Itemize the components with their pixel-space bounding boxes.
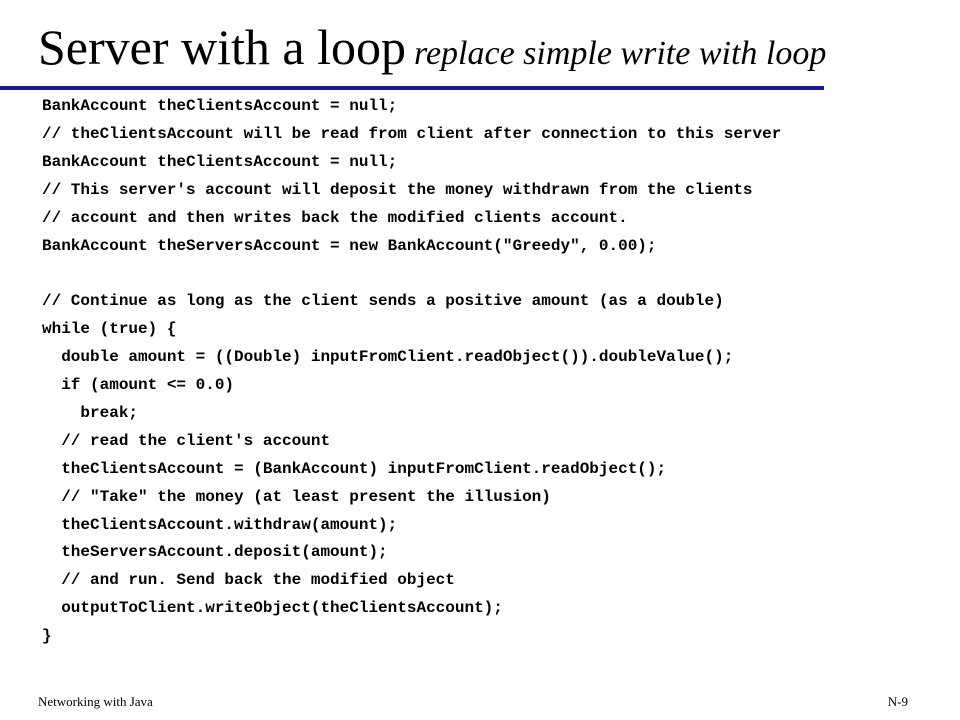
slide-title — [38, 19, 827, 75]
code-line: // read the client's account — [42, 431, 331, 450]
code-line: } — [42, 627, 52, 646]
title-underline-rule — [0, 86, 824, 90]
footer-slide-number: N-9 — [887, 694, 908, 709]
code-line: outputToClient.writeObject(theClientsAccount); — [42, 599, 503, 618]
slide-title-subtitle: replace simple write with loop — [413, 35, 827, 72]
code-line: break; — [42, 403, 139, 422]
code-line: // "Take" the money (at least present the illusion) — [42, 487, 551, 506]
code-line: BankAccount theClientsAccount = null; — [42, 97, 398, 115]
code-line: theClientsAccount.withdraw(amount); — [42, 515, 398, 534]
code-line: theServersAccount.deposit(amount); — [42, 543, 388, 562]
code-line: // account and then writes back the modified clients account. — [42, 208, 628, 227]
code-line: theClientsAccount = (BankAccount) inputFromClient.readObject(); — [42, 459, 667, 478]
code-line: BankAccount theServersAccount = new BankAccount("Greedy", 0.00); — [42, 236, 657, 255]
code-line: while (true) { — [42, 320, 177, 339]
code-line: // This server's account will deposit the money withdrawn from the clients — [42, 180, 753, 199]
code-line: // Continue as long as the client sends a positive amount (as a double) — [42, 292, 724, 311]
code-line: // theClientsAccount will be read from client after connection to this server — [42, 124, 782, 143]
code-line: if (amount <= 0.0) — [42, 376, 235, 394]
slide-title-main: Server with a loop — [38, 19, 406, 75]
code-line: // and run. Send back the modified object — [42, 571, 455, 590]
footer-course-title: Networking with Java — [38, 694, 153, 709]
code-line: double amount = ((Double) inputFromClient.readObject()).doubleValue(); — [42, 348, 734, 367]
code-line: BankAccount theClientsAccount = null; — [42, 152, 398, 171]
